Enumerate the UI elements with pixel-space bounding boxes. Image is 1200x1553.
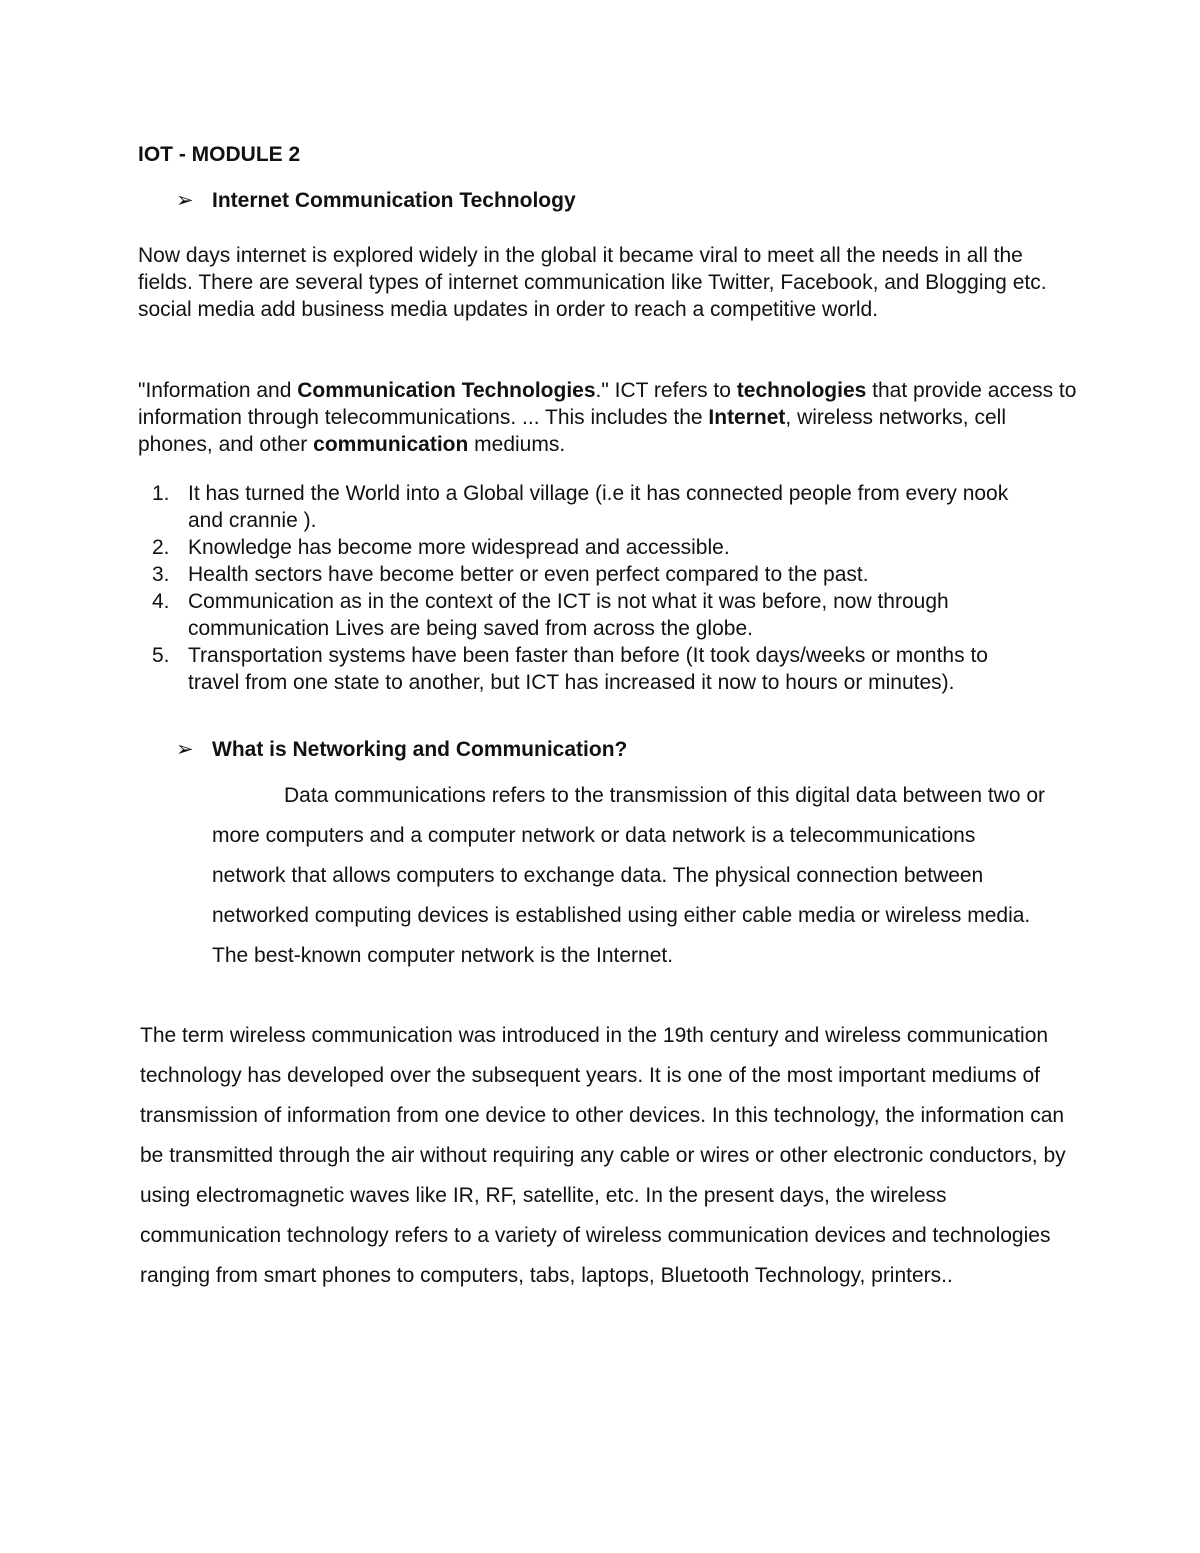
list-number: 2. xyxy=(152,536,170,559)
list-item xyxy=(138,561,1038,588)
section-heading-text: Internet Communication Technology xyxy=(212,189,576,212)
list-text: Communication as in the context of the ICT is not what it was before, now through communication Lives are being saved from across the globe. xyxy=(188,590,949,640)
ict-text: ." ICT refers to xyxy=(595,379,737,402)
section-heading-text: What is Networking and Communication? xyxy=(212,738,628,761)
networking-paragraph: Data communications refers to the transmission of this digital data between two or more computers and a computer network or data network is a telecommunications network that allows computers to exchange data. The physical connection between networked computing devices is established using either cable media or wireless media. The best-known computer network is the Internet. xyxy=(212,784,1046,967)
ict-text: "Information and xyxy=(138,379,298,402)
list-number: 1. xyxy=(152,482,170,505)
ict-text: mediums. xyxy=(468,433,566,456)
ict-text: , wireless networks, cell phones, and other xyxy=(138,406,1006,456)
intro-paragraph: Now days internet is explored widely in the global it became viral to meet all the needs in all the fields. There are several types of internet communication like Twitter, Facebook, and Blogging etc. social media add business media updates in order to reach a competitive world. xyxy=(138,244,1047,321)
wireless-paragraph: The term wireless communication was introduced in the 19th century and wireless communication technology has developed over the subsequent years. It is one of the most important mediums of transmission of information from one device to other devices. In this technology, the information can be transmitted through the air without requiring any cable or wires or other electronic conductors, by using electromagnetic waves like IR, RF, satellite, etc. In the present days, the wireless communication technology refers to a variety of wireless communication devices and technologies ranging from smart phones to computers, tabs, laptops, Bluetooth Technology, printers.. xyxy=(140,1024,1066,1287)
list-number: 5. xyxy=(152,644,170,667)
ict-bold: Internet xyxy=(708,406,786,429)
list-item xyxy=(138,480,1038,534)
page-title: IOT - MODULE 2 xyxy=(138,143,301,166)
arrow-bullet-icon: ➢ xyxy=(176,189,194,212)
arrow-bullet-icon: ➢ xyxy=(176,738,194,761)
list-text: It has turned the World into a Global village (i.e it has connected people from every nook and crannie ). xyxy=(188,482,1009,532)
ict-bold: technologies xyxy=(736,379,867,402)
list-number: 3. xyxy=(152,563,170,586)
ict-benefits-list xyxy=(138,480,1038,696)
section-heading-internet-communication xyxy=(176,188,576,214)
list-text: Health sectors have become better or even perfect compared to the past. xyxy=(188,563,869,586)
ict-bold: Communication Technologies xyxy=(297,379,596,402)
list-text: Knowledge has become more widespread and accessible. xyxy=(188,536,730,559)
list-item xyxy=(138,534,1038,561)
list-text: Transportation systems have been faster than before (It took days/weeks or months to travel from one state to another, but ICT has increased it now to hours or minutes). xyxy=(188,644,988,694)
list-number: 4. xyxy=(152,590,170,613)
ict-text: that provide access to information through telecommunications. ... This includes the xyxy=(138,379,1077,429)
list-item xyxy=(138,588,1038,642)
section-heading-networking xyxy=(176,737,627,763)
ict-bold: communication xyxy=(313,433,469,456)
list-item xyxy=(138,642,1038,696)
ict-paragraph xyxy=(138,377,1078,458)
